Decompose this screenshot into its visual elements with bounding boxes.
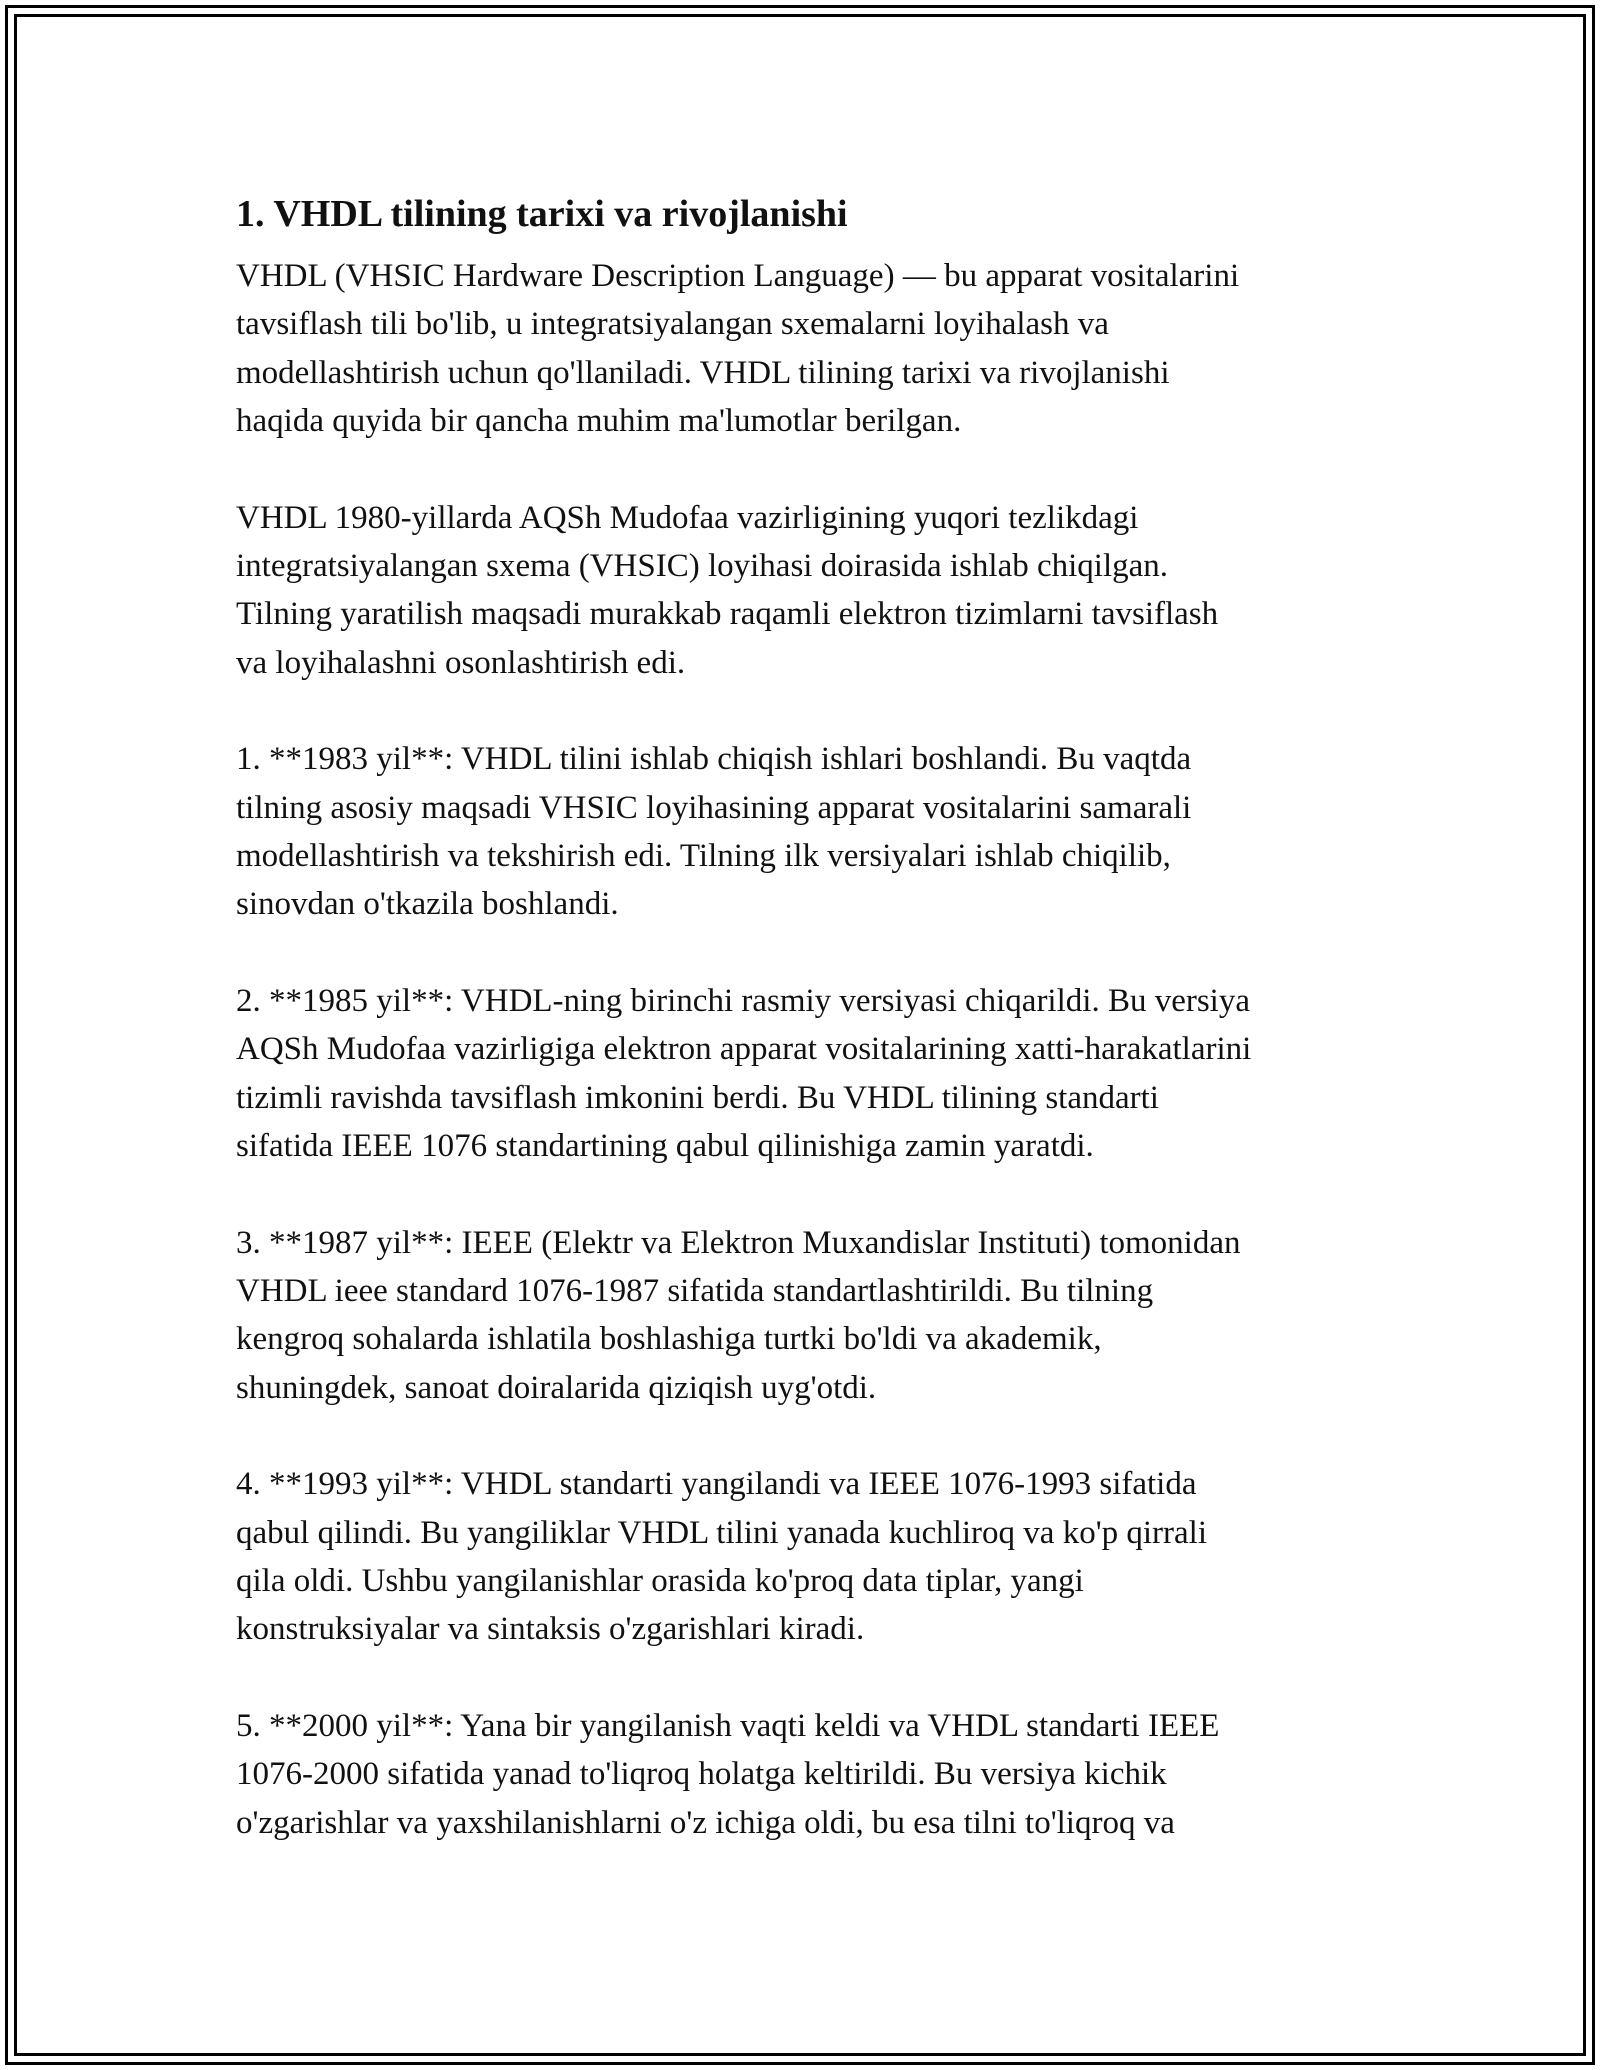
list-item-2000: 5. **2000 yil**: Yana bir yangilanish vaqti keldi va VHDL standarti IEEE 1076-2000 sifatida yanad to'liqroq holatga keltirildi. Bu versiya kichik o'zgarishlar va yaxshilanishlarni o'z ichiga oldi, bu esa tilni to'liqroq va (236, 1707, 1220, 1841)
document-body (236, 252, 1386, 1847)
paragraph-intro: VHDL (VHSIC Hardware Description Language) — bu apparat vositalarini tavsiflash tili bo'lib, u integratsiyalangan sxemalarni loyihalash va modellashtirish uchun qo'llaniladi. VHDL tilining tarixi va rivojlanishi haqida quyida bir qancha muhim ma'lumotlar berilgan. (236, 258, 1240, 440)
section-title: 1. VHDL tilining tarixi va rivojlanishi (236, 193, 848, 235)
list-item-1987: 3. **1987 yil**: IEEE (Elektr va Elektron Muxandislar Instituti) tomonidan VHDL ieee standard 1076-1987 sifatida standartlashtirildi. Bu tilning kengroq sohalarda ishlatila boshlashiga turtki bo'ldi va akademik, shuningdek, sanoat doiralarida qiziqish uyg'otdi. (236, 1224, 1241, 1406)
paragraph-origin: VHDL 1980-yillarda AQSh Mudofaa vazirligining yuqori tezlikdagi integratsiyalangan sxema (VHSIC) loyihasi doirasida ishlab chiqilgan. Tilning yaratilish maqsadi murakkab raqamli elektron tizimlarni tavsiflash va loyihalashni osonlashtirish edi. (236, 499, 1219, 681)
document-content (236, 186, 1386, 1847)
list-item-1983: 1. **1983 yil**: VHDL tilini ishlab chiqish ishlari boshlandi. Bu vaqtda tilning asosiy maqsadi VHSIC loyihasining apparat vositalarini samarali modellashtirish va tekshirish edi. Tilning ilk versiyalari ishlab chiqilib, sinovdan o'tkazila boshlandi. (236, 741, 1192, 923)
list-item-1985: 2. **1985 yil**: VHDL-ning birinchi rasmiy versiyasi chiqarildi. Bu versiya AQSh Mudofaa vazirligiga elektron apparat vositalarining xatti-harakatlarini tizimli ravishda tavsiflash imkonini berdi. Bu VHDL tilining standarti sifatida IEEE 1076 standartining qabul qilinishiga zamin yaratdi. (236, 982, 1252, 1165)
list-item-1993: 4. **1993 yil**: VHDL standarti yangilandi va IEEE 1076-1993 sifatida qabul qilindi. Bu yangiliklar VHDL tilini yanada kuchliroq va ko'p qirrali qila oldi. Ushbu yangilanishlar orasida ko'proq data tiplar, yangi konstruksiyalar va sintaksis o'zgarishlari kiradi. (236, 1466, 1208, 1648)
